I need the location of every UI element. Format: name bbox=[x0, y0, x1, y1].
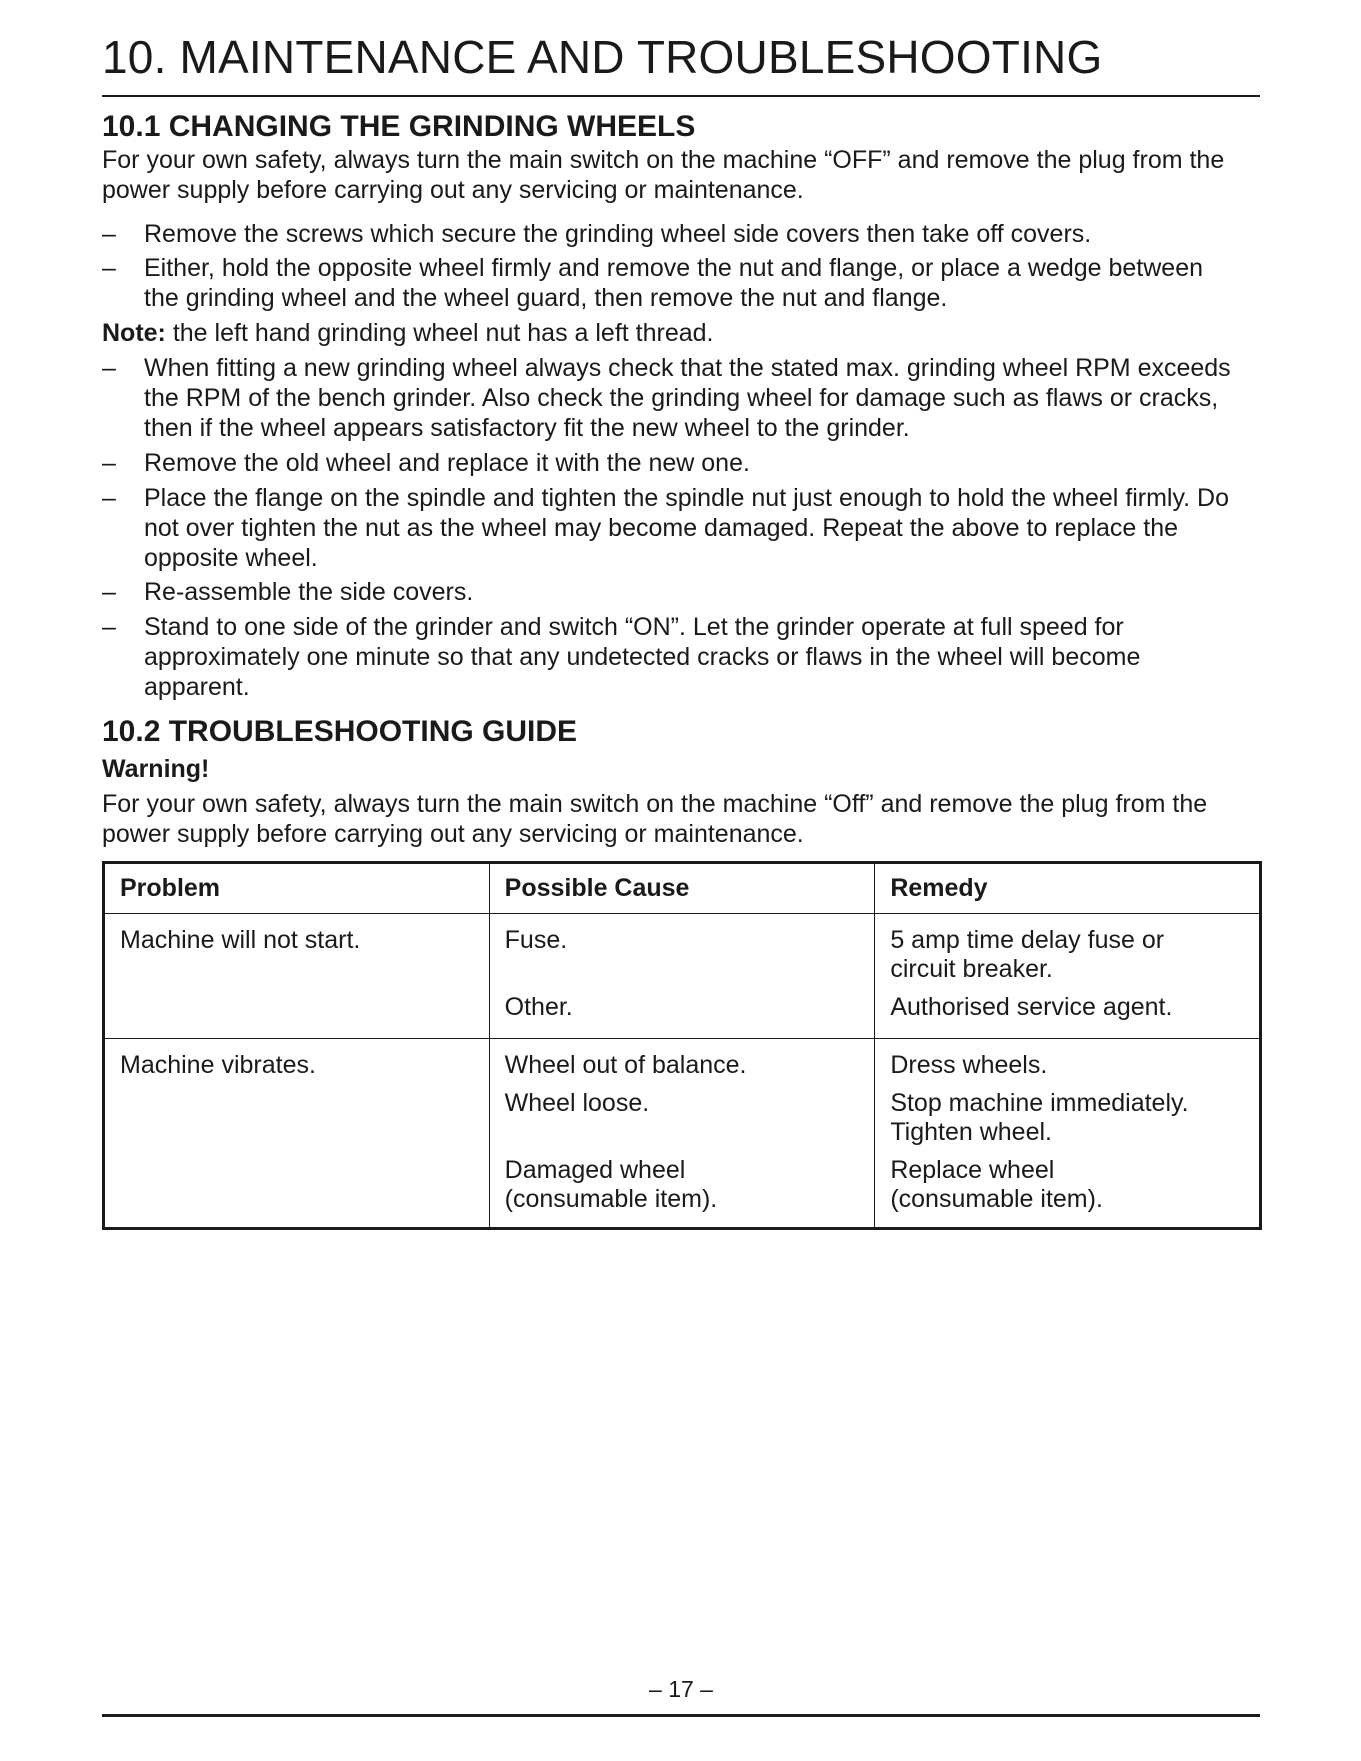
note bbox=[102, 318, 714, 348]
table-row bbox=[104, 914, 1261, 1039]
cause-text: Damaged wheel (consumable item). bbox=[504, 1156, 718, 1213]
warning-label: Warning! bbox=[102, 755, 210, 783]
bullet-dash: – bbox=[102, 254, 116, 282]
column-header-cause: Possible Cause bbox=[489, 863, 875, 914]
cause-text: Wheel loose. bbox=[504, 1089, 650, 1117]
remedy-cell bbox=[875, 914, 1261, 1039]
list-item bbox=[102, 253, 1222, 313]
troubleshooting-table bbox=[102, 861, 1262, 1230]
cause-text: Fuse. bbox=[504, 926, 568, 954]
bullet-dash: – bbox=[102, 484, 116, 512]
list-item bbox=[102, 483, 1262, 573]
bullet-dash: – bbox=[102, 578, 116, 606]
list-item-text: Either, hold the opposite wheel firmly and remove the nut and flange, or place a wedge between the grinding wheel and the wheel guard, then remove the nut and flange. bbox=[144, 254, 1204, 312]
problem-cell bbox=[104, 914, 490, 1039]
page-title: 10. MAINTENANCE AND TROUBLESHOOTING bbox=[102, 31, 1103, 83]
remedy-text: Stop machine immediately. Tighten wheel. bbox=[890, 1089, 1189, 1146]
problem-cell bbox=[104, 1039, 490, 1229]
footer-divider bbox=[102, 1714, 1260, 1717]
problem-text: Machine will not start. bbox=[120, 926, 361, 954]
problem-text: Machine vibrates. bbox=[120, 1051, 316, 1079]
list-item-text: Place the flange on the spindle and tighten the spindle nut just enough to hold the wheel firmly. Do not over tighten the nut as the wheel may become damaged. Repeat the above to replace the opposite wheel. bbox=[144, 484, 1229, 572]
bullet-dash: – bbox=[102, 449, 116, 477]
section-heading-changing-wheels: 10.1 CHANGING THE GRINDING WHEELS bbox=[102, 110, 696, 143]
remedy-text: Authorised service agent. bbox=[890, 993, 1173, 1021]
bullet-dash: – bbox=[102, 354, 116, 382]
remedy-text: 5 amp time delay fuse or circuit breaker. bbox=[890, 926, 1165, 983]
list-item-text: Remove the old wheel and replace it with the new one. bbox=[144, 449, 750, 477]
section2-intro: For your own safety, always turn the main switch on the machine “Off” and remove the plug from the power supply before carrying out any servicing or maintenance. bbox=[102, 790, 1208, 848]
list-item bbox=[102, 448, 1260, 478]
bullet-dash: – bbox=[102, 613, 116, 641]
bullet-dash: – bbox=[102, 220, 116, 248]
title-divider bbox=[102, 95, 1260, 97]
page-number: – 17 – bbox=[649, 1676, 713, 1702]
list-item-text: When fitting a new grinding wheel always check that the stated max. grinding wheel RPM exceeds the RPM of the bench grinder. Also check the grinding wheel for damage such as flaws or cracks, then if the wheel appears satisfactory fit the new wheel to the grinder. bbox=[144, 354, 1231, 442]
list-item-text: Remove the screws which secure the grinding wheel side covers then take off covers. bbox=[144, 220, 1092, 248]
table-header-row bbox=[104, 863, 1261, 914]
remedy-cell bbox=[875, 1039, 1261, 1229]
note-label: Note: bbox=[102, 319, 166, 347]
list-item-text: Stand to one side of the grinder and switch “ON”. Let the grinder operate at full speed for approximately one minute so that any undetected cracks or flaws in the wheel will become apparent. bbox=[144, 613, 1141, 701]
list-item bbox=[102, 353, 1232, 443]
cause-text: Other. bbox=[504, 993, 573, 1021]
section1-intro: For your own safety, always turn the main switch on the machine “OFF” and remove the plug from the power supply before carrying out any servicing or maintenance. bbox=[102, 146, 1225, 204]
cause-text: Wheel out of balance. bbox=[504, 1051, 747, 1079]
cause-cell bbox=[489, 1039, 875, 1229]
remedy-text: Replace wheel (consumable item). bbox=[890, 1156, 1103, 1213]
cause-cell bbox=[489, 914, 875, 1039]
note-text: the left hand grinding wheel nut has a left thread. bbox=[165, 319, 714, 347]
remedy-text: Dress wheels. bbox=[890, 1051, 1048, 1079]
list-item bbox=[102, 219, 1260, 249]
list-item bbox=[102, 577, 1260, 607]
section-heading-troubleshooting: 10.2 TROUBLESHOOTING GUIDE bbox=[102, 715, 578, 748]
column-header-remedy: Remedy bbox=[875, 863, 1261, 914]
table-row bbox=[104, 1039, 1261, 1229]
list-item bbox=[102, 612, 1212, 702]
list-item-text: Re-assemble the side covers. bbox=[144, 578, 474, 606]
column-header-problem: Problem bbox=[104, 863, 490, 914]
